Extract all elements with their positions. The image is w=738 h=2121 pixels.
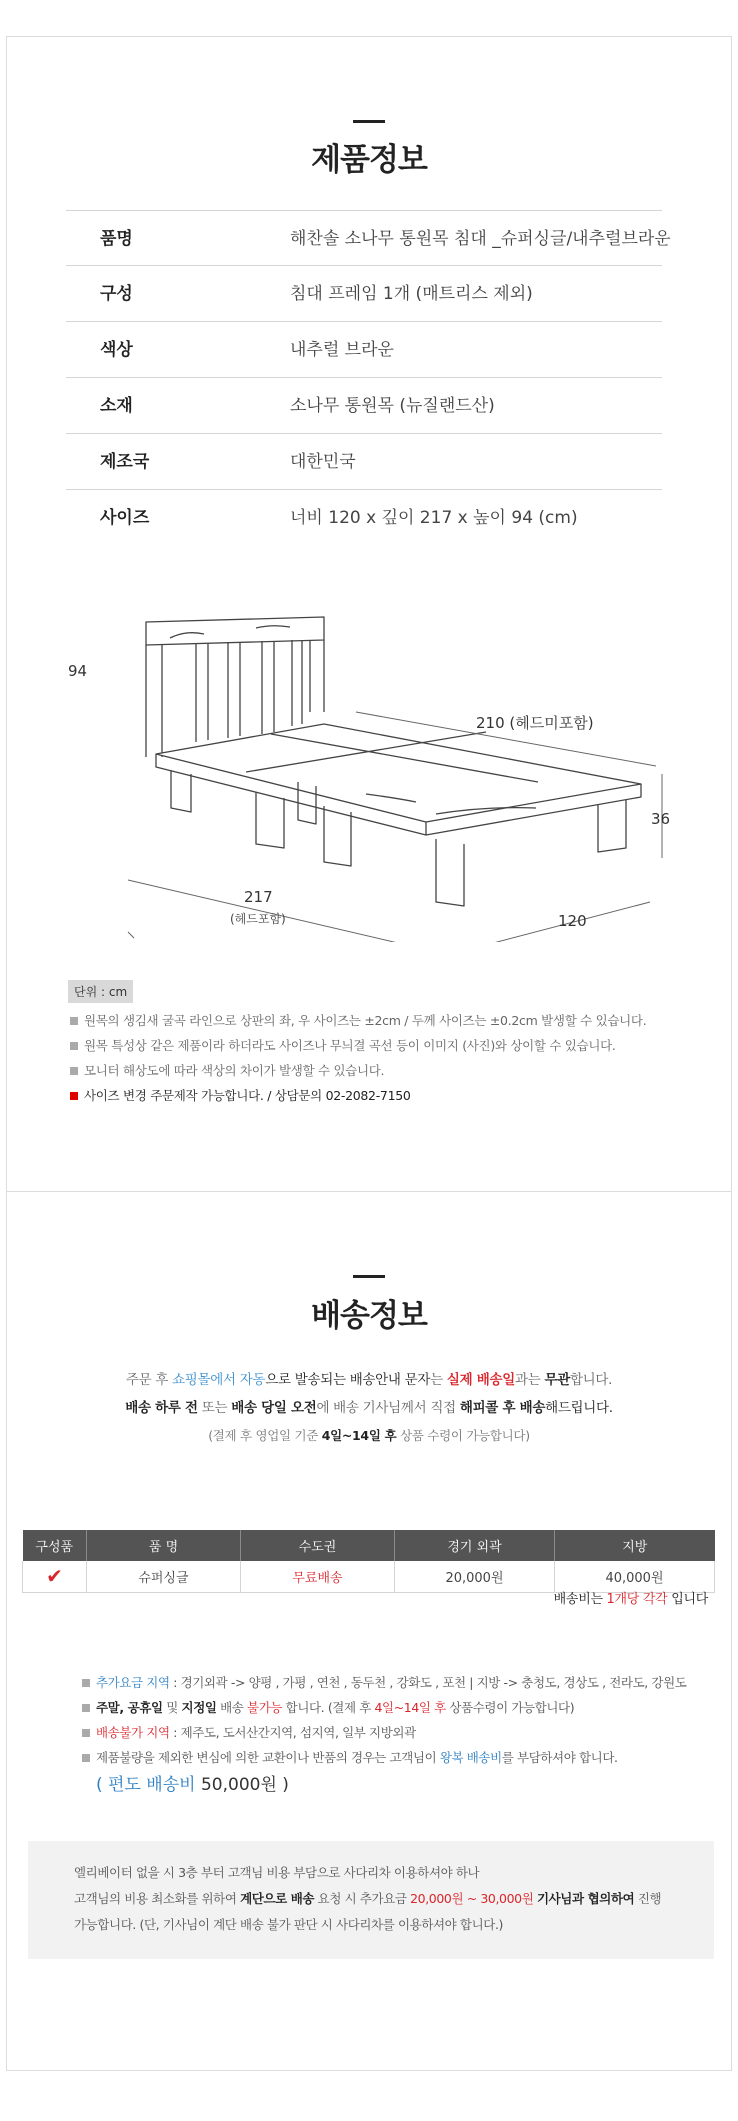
spec-row (66, 210, 671, 266)
per-unit-fee-note: 배송비는 1개당 각각 입니다 (553, 1592, 708, 1607)
product-notes (70, 1008, 646, 1108)
note-item: 원목의 생김새 굴곡 라인으로 상판의 좌, 우 사이즈는 ±2cm / 두께 사이즈는 ±0.2cm 발생할 수 있습니다. (70, 1008, 646, 1033)
title-bar (353, 1275, 385, 1278)
table-header-row (23, 1530, 715, 1561)
unit-badge: 단위 : cm (68, 980, 133, 1003)
spec-label: 색상 (100, 340, 133, 360)
check-icon: ✔ (46, 1564, 63, 1589)
note-item-highlight: 사이즈 변경 주문제작 가능합니다. / 상담문의 02-2082-7150 (70, 1083, 646, 1108)
delivery-intro (0, 1366, 738, 1450)
notice-line: 엘리베이터 없을 시 3층 부터 고객님 비용 부담으로 사다리차 이용하셔야 하나 (74, 1865, 480, 1880)
spec-label: 구성 (100, 284, 133, 304)
intro-line-2: 배송 하루 전 또는 배송 당일 오전에 배송 기사님께서 직접 해피콜 후 배송해드립니다. (125, 1400, 613, 1416)
spec-value: 너비 120 x 깊이 217 x 높이 94 (cm) (290, 508, 578, 528)
spec-value: 해찬솔 소나무 통원목 침대 _슈퍼싱글/내추럴브라운 (290, 229, 671, 249)
spec-value: 소나무 통원목 (뉴질랜드산) (290, 396, 495, 416)
delivery-info-title: 배송정보 (311, 1298, 427, 1334)
spec-row (66, 266, 662, 322)
leg-height-dimension: 36 (651, 810, 671, 828)
spec-row (66, 322, 662, 378)
col-header: 수도권 (241, 1530, 395, 1561)
spec-value: 내추럴 브라운 (290, 340, 394, 360)
intro-line-3: (결제 후 영업일 기준 4일~14일 후 상품 수령이 가능합니다) (208, 1428, 530, 1443)
capital-fee-cell: 무료배송 (241, 1561, 395, 1592)
note-item: 모니터 해상도에 따라 색상의 차이가 발생할 수 있습니다. (70, 1058, 646, 1083)
spec-label: 사이즈 (100, 508, 150, 528)
col-header: 구성품 (23, 1530, 87, 1561)
col-header: 지방 (555, 1530, 715, 1561)
shipping-fee-table (22, 1530, 715, 1593)
spec-row (66, 490, 662, 546)
list-item: 제품불량을 제외한 변심에 의한 교환이나 반품의 경우는 고객님이 왕복 배송비를 부담하셔야 합니다. (82, 1745, 686, 1770)
notice-line: 가능합니다. (단, 기사님이 계단 배송 불가 판단 시 사다리차를 이용하셔야 합니다.) (74, 1917, 504, 1932)
length-note: (헤드포함) (230, 912, 286, 926)
bed-dimension-diagram (66, 562, 671, 942)
list-item: 추가요금 지역 : 경기외곽 -> 양평 , 가평 , 연천 , 동두천 , 강화도 , 포천 | 지방 -> 충청도, 경상도 , 전라도, 강원도 (82, 1670, 686, 1695)
list-item: 주말, 공휴일 및 지정일 배송 불가능 합니다. (결제 후 4일~14일 후 상품수령이 가능합니다) (82, 1695, 686, 1720)
title-bar (353, 120, 385, 123)
spec-table (66, 210, 671, 546)
product-info-title: 제품정보 (311, 142, 427, 178)
spec-row (66, 378, 662, 434)
notice-line: 고객님의 비용 최소화를 위하여 계단으로 배송 요청 시 추가요금 20,000원 ~ 30,000원 기사님과 협의하여 진행 (74, 1891, 662, 1906)
list-item: 배송불가 지역 : 제주도, 도서산간지역, 섬지역, 일부 지방외곽 (82, 1720, 686, 1745)
col-header: 품 명 (87, 1530, 241, 1561)
spec-label: 제조국 (100, 452, 150, 472)
check-cell (23, 1561, 87, 1592)
length-dimension: 217 (244, 888, 273, 906)
width-dimension: 120 (558, 912, 587, 930)
inner-length-dimension: 210 (헤드미포함) (476, 714, 594, 732)
bed-line-drawing (66, 562, 666, 942)
spec-label: 소재 (100, 396, 133, 416)
intro-line-1: 주문 후 쇼핑몰에서 자동으로 발송되는 배송안내 문자는 실제 배송일과는 무관합니다. (125, 1372, 613, 1388)
stair-delivery-notice (28, 1841, 714, 1959)
product-name-cell: 슈퍼싱글 (87, 1561, 241, 1592)
additional-fee-list (82, 1670, 686, 1770)
one-way-fee: ( 편도 배송비 50,000원 ) (96, 1775, 289, 1795)
gyeonggi-fee-cell: 20,000원 (395, 1561, 555, 1592)
spec-value: 대한민국 (290, 452, 356, 472)
spec-value: 침대 프레임 1개 (매트리스 제외) (290, 284, 533, 304)
note-item: 원목 특성상 같은 제품이라 하더라도 사이즈나 무늬결 곡선 등이 이미지 (사진)와 상이할 수 있습니다. (70, 1033, 646, 1058)
col-header: 경기 외곽 (395, 1530, 555, 1561)
local-fee-cell: 40,000원 (555, 1561, 715, 1592)
spec-row (66, 434, 662, 490)
height-dimension: 94 (68, 662, 88, 680)
spec-label: 품명 (100, 229, 133, 249)
